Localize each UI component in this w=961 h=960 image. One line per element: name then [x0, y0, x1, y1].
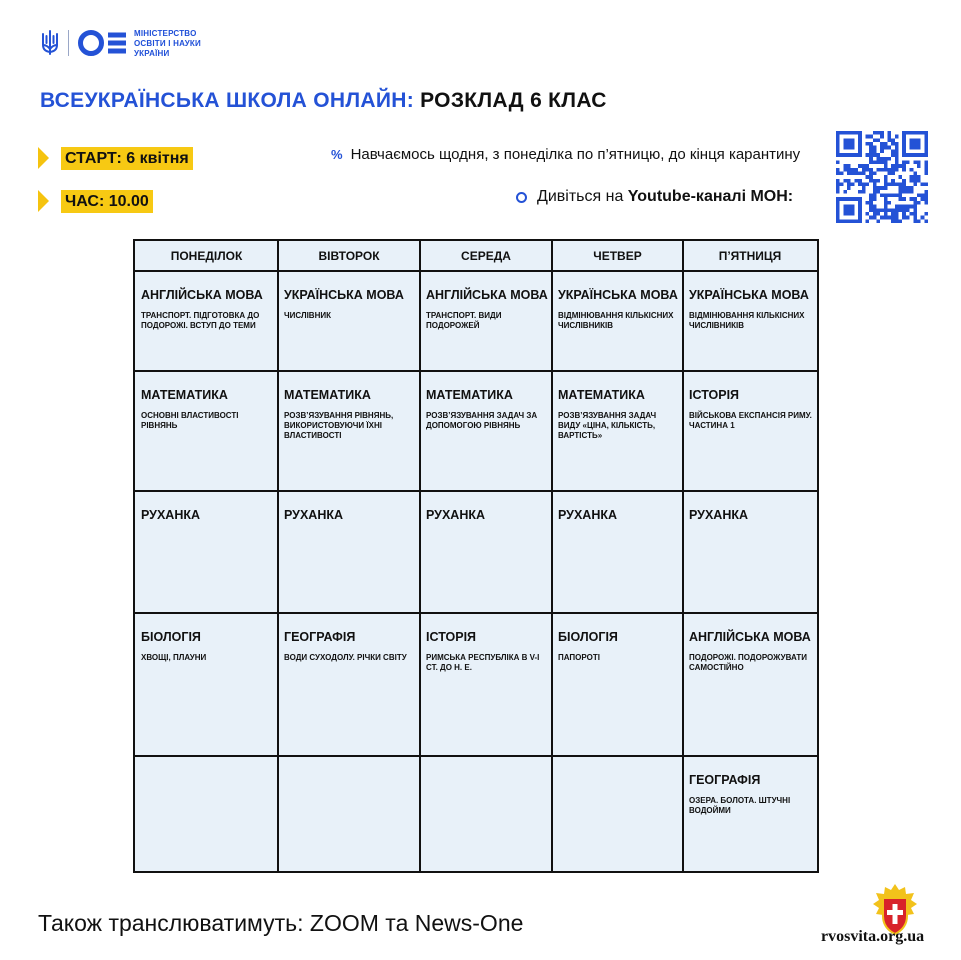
lesson-subject: РУХАНКА: [141, 508, 200, 522]
lesson-topic: ХВОЩІ, ПЛАУНИ: [141, 653, 207, 662]
lesson-topic: РОЗВ’ЯЗУВАННЯ ЗАДАЧ ЗА ДОПОМОГОЮ РІВНЯНЬ: [426, 411, 538, 430]
lesson-subject: МАТЕМАТИКА: [141, 388, 228, 402]
arrow-icon: [38, 147, 49, 169]
lesson-subject: МАТЕМАТИКА: [284, 388, 371, 402]
lesson-cell: [426, 508, 548, 531]
lesson-subject: АНГЛІЙСЬКА МОВА: [141, 288, 263, 302]
time-badge: [38, 189, 153, 213]
lesson-cell: [426, 773, 548, 782]
site-watermark[interactable]: rvosvita.org.ua: [821, 928, 925, 945]
percent-icon: %: [331, 147, 343, 162]
lesson-subject: РУХАНКА: [689, 508, 748, 522]
logo-line: МІНІСТЕРСТВО: [134, 29, 197, 38]
lesson-topic: РИМСЬКА РЕСПУБЛІКА В V-I СТ. ДО Н. Е.: [426, 653, 540, 672]
lesson-cell: [284, 773, 416, 782]
lesson-cell: [284, 388, 416, 441]
lesson-subject: ІСТОРІЯ: [426, 630, 477, 644]
logo-line: ОСВІТИ І НАУКИ: [134, 39, 201, 48]
time-label: ЧАС: 10.00: [61, 190, 153, 213]
table-row-divider: [135, 370, 817, 372]
page-title: [40, 89, 607, 113]
day-header-friday: П’ЯТНИЦЯ: [718, 249, 782, 263]
lesson-cell: [284, 288, 416, 321]
lesson-subject: БІОЛОГІЯ: [141, 630, 201, 644]
start-label: СТАРТ: 6 квітня: [61, 147, 193, 170]
youtube-channel[interactable]: Youtube-каналі МОН:: [627, 188, 794, 205]
arrow-icon: [38, 190, 49, 212]
lesson-cell: [689, 630, 813, 673]
lesson-cell: [141, 773, 274, 782]
lesson-cell: [141, 630, 274, 663]
mon-logo-icon: [78, 29, 128, 57]
table-column-divider: [551, 241, 553, 871]
lesson-topic: ОСНОВНІ ВЛАСТИВОСТІ РІВНЯНЬ: [141, 411, 239, 430]
qr-code[interactable]: [836, 131, 928, 223]
lesson-topic: ВІЙСЬКОВА ЕКСПАНСІЯ РИМУ. ЧАСТИНА 1: [689, 411, 812, 430]
lesson-topic: РОЗВ’ЯЗУВАННЯ ЗАДАЧ ВИДУ «ЦІНА, КІЛЬКІСТЬ, ВАРТІСТЬ»: [558, 411, 657, 440]
lesson-cell: [689, 773, 813, 816]
lesson-subject: ГЕОГРАФІЯ: [689, 773, 761, 787]
logo-divider: [68, 30, 69, 56]
lesson-cell: [558, 630, 679, 663]
lesson-cell: [558, 288, 679, 331]
lesson-subject: АНГЛІЙСЬКА МОВА: [689, 630, 811, 644]
lesson-cell: [141, 388, 274, 431]
lesson-topic: ПОДОРОЖІ. ПОДОРОЖУВАТИ САМОСТІЙНО: [689, 653, 807, 672]
table-column-divider: [277, 241, 279, 871]
lesson-cell: [426, 388, 548, 431]
lesson-subject: МАТЕМАТИКА: [426, 388, 513, 402]
schedule-table: [133, 239, 819, 873]
lesson-subject: УКРАЇНСЬКА МОВА: [689, 288, 809, 302]
lesson-cell: [558, 508, 679, 531]
lesson-cell: [426, 288, 548, 331]
day-header-thursday: ЧЕТВЕР: [593, 249, 642, 263]
lesson-subject: БІОЛОГІЯ: [558, 630, 618, 644]
lesson-topic: ВІДМІНЮВАННЯ КІЛЬКІСНИХ ЧИСЛІВНИКІВ: [558, 311, 674, 330]
lesson-subject: ГЕОГРАФІЯ: [284, 630, 356, 644]
lesson-topic: ВІДМІНЮВАННЯ КІЛЬКІСНИХ ЧИСЛІВНИКІВ: [689, 311, 805, 330]
lesson-subject: УКРАЇНСЬКА МОВА: [558, 288, 678, 302]
table-row-divider: [135, 755, 817, 757]
title-grade: РОЗКЛАД 6 КЛАС: [420, 89, 607, 112]
logo-line: УКРАЇНИ: [134, 49, 170, 58]
lesson-cell: [689, 508, 813, 531]
lesson-cell: [689, 288, 813, 331]
table-column-divider: [419, 241, 421, 871]
lesson-topic: ТРАНСПОРТ. ПІДГОТОВКА ДО ПОДОРОЖІ. ВСТУП ДО ТЕМИ: [141, 311, 260, 330]
lesson-topic: ТРАНСПОРТ. ВИДИ ПОДОРОЖЕЙ: [426, 311, 502, 330]
lesson-subject: РУХАНКА: [426, 508, 485, 522]
circle-icon: [516, 192, 527, 203]
day-header-tuesday: ВІВТОРОК: [318, 249, 380, 263]
title-main: ВСЕУКРАЇНСЬКА ШКОЛА ОНЛАЙН:: [40, 89, 415, 112]
lesson-subject: ІСТОРІЯ: [689, 388, 740, 402]
study-info-text: Навчаємось щодня, з понеділка по п’ятницю, до кінця карантину: [350, 146, 801, 163]
lesson-cell: [558, 773, 679, 782]
lesson-cell: [284, 630, 416, 663]
lesson-topic: ПАПОРОТІ: [558, 653, 600, 662]
table-row-divider: [135, 490, 817, 492]
lesson-cell: [689, 388, 813, 431]
table-column-divider: [682, 241, 684, 871]
lesson-topic: РОЗВ’ЯЗУВАННЯ РІВНЯНЬ, ВИКОРИСТОВУЮЧИ ЇХНІ ВЛАСТИВОСТІ: [284, 411, 394, 440]
lesson-topic: ОЗЕРА. БОЛОТА. ШТУЧНІ ВОДОЙМИ: [689, 796, 791, 815]
lesson-cell: [141, 508, 274, 531]
day-header-wednesday: СЕРЕДА: [461, 249, 511, 263]
lesson-subject: АНГЛІЙСЬКА МОВА: [426, 288, 548, 302]
ministry-logo-text: [134, 29, 214, 59]
lesson-cell: [426, 630, 548, 673]
study-info: [331, 146, 800, 163]
lesson-subject: РУХАНКА: [284, 508, 343, 522]
youtube-info: [516, 188, 793, 206]
table-row-divider: [135, 612, 817, 614]
lesson-topic: ВОДИ СУХОДОЛУ. РІЧКИ СВІТУ: [284, 653, 407, 662]
lesson-topic: ЧИСЛІВНИК: [284, 311, 331, 320]
lesson-subject: УКРАЇНСЬКА МОВА: [284, 288, 404, 302]
youtube-info-prefix: Дивіться на: [537, 188, 624, 205]
lesson-cell: [284, 508, 416, 531]
lesson-subject: РУХАНКА: [558, 508, 617, 522]
lesson-cell: [558, 388, 679, 441]
start-badge: [38, 146, 193, 170]
lesson-subject: МАТЕМАТИКА: [558, 388, 645, 402]
lesson-cell: [141, 288, 274, 331]
day-header-monday: ПОНЕДІЛОК: [170, 249, 243, 263]
footer-broadcast-text: Також транслюватимуть: ZOOM та News-One: [38, 910, 524, 936]
trident-icon: [40, 30, 60, 56]
